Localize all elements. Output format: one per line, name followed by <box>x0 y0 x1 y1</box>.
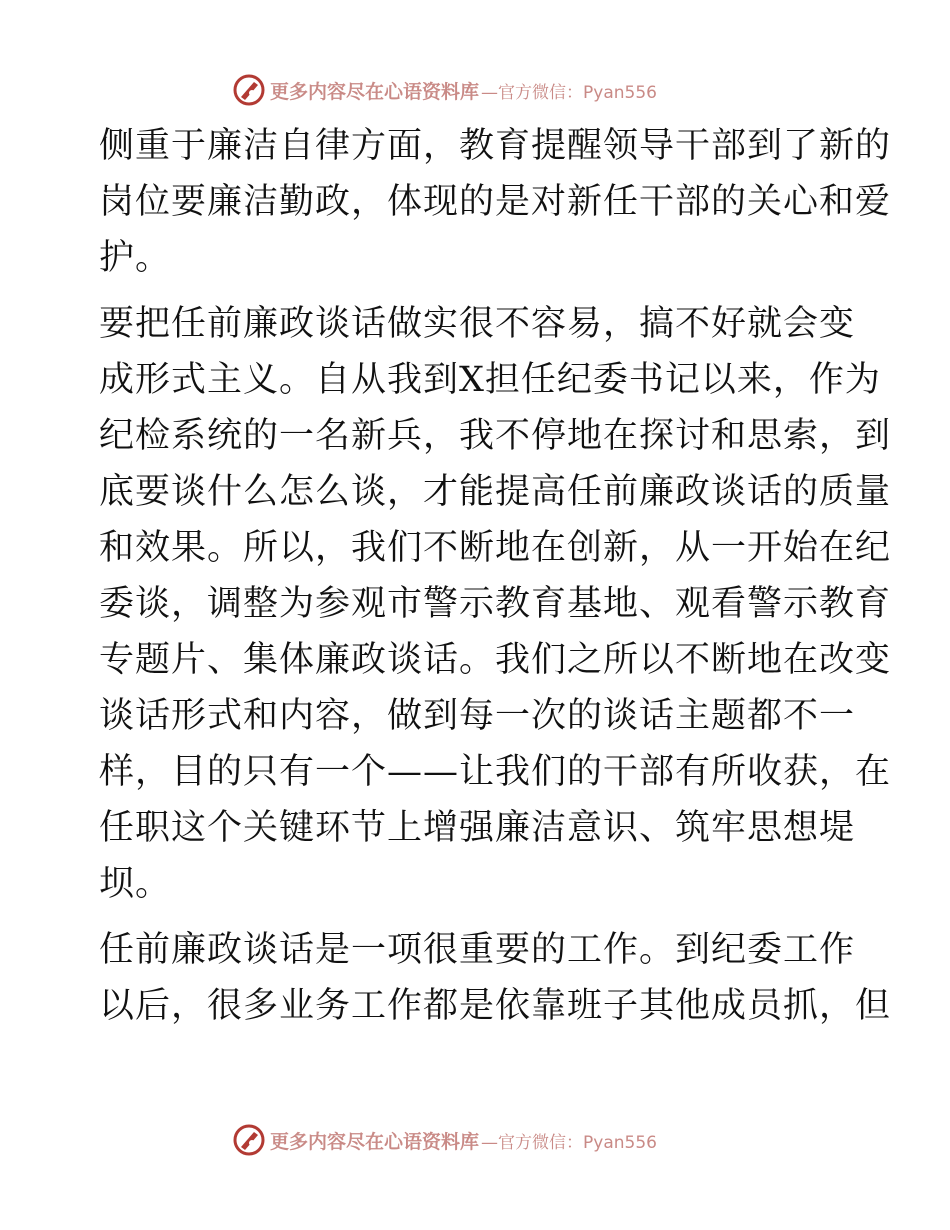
text-line: 谈话形式和内容，做到每一次的谈话主题都不一 <box>99 696 856 736</box>
text-line: 坝。 <box>99 864 172 904</box>
text-line: 成形式主义。自从我到X担任纪委书记以来，作为 <box>99 360 881 400</box>
paragraph-1 <box>99 118 892 286</box>
paragraph-2 <box>99 296 892 912</box>
header-banner <box>232 72 732 108</box>
text-line: 委谈，调整为参观市警示教育基地、观看警示教育 <box>99 584 892 624</box>
banner-wechat: —官方微信：Pyan556 <box>481 82 657 103</box>
text-line: 以后，很多业务工作都是依靠班子其他成员抓，但 <box>99 986 892 1026</box>
text-line: 专题片、集体廉政谈话。我们之所以不断地在改变 <box>99 640 892 680</box>
text-line: 岗位要廉洁勤政，体现的是对新任干部的关心和爱 <box>99 182 892 222</box>
text-line: 样，目的只有一个——让我们的干部有所收获，在 <box>99 752 892 792</box>
text-line: 任前廉政谈话是一项很重要的工作。到纪委工作 <box>99 930 856 970</box>
text-line: 侧重于廉洁自律方面，教育提醒领导干部到了新的 <box>99 126 892 166</box>
text-line: 和效果。所以，我们不断地在创新，从一开始在纪 <box>99 528 892 568</box>
banner-title: 更多内容尽在心语资料库 <box>270 1130 480 1153</box>
text-line: 护。 <box>99 238 172 278</box>
text-line: 任职这个关键环节上增强廉洁意识、筑牢思想堤 <box>99 808 856 848</box>
paragraph-3 <box>99 922 892 1034</box>
text-line: 要把任前廉政谈话做实很不容易，搞不好就会变 <box>99 304 856 344</box>
text-line: 底要谈什么怎么谈，才能提高任前廉政谈话的质量 <box>99 472 892 512</box>
text-line: 纪检系统的一名新兵，我不停地在探讨和思索，到 <box>99 416 892 456</box>
footer-banner <box>232 1122 732 1158</box>
pen-logo-icon <box>232 73 266 107</box>
document-body <box>99 118 892 1034</box>
pen-logo-icon <box>232 1123 266 1157</box>
banner-title: 更多内容尽在心语资料库 <box>270 80 480 103</box>
banner-wechat: —官方微信：Pyan556 <box>481 1132 657 1153</box>
